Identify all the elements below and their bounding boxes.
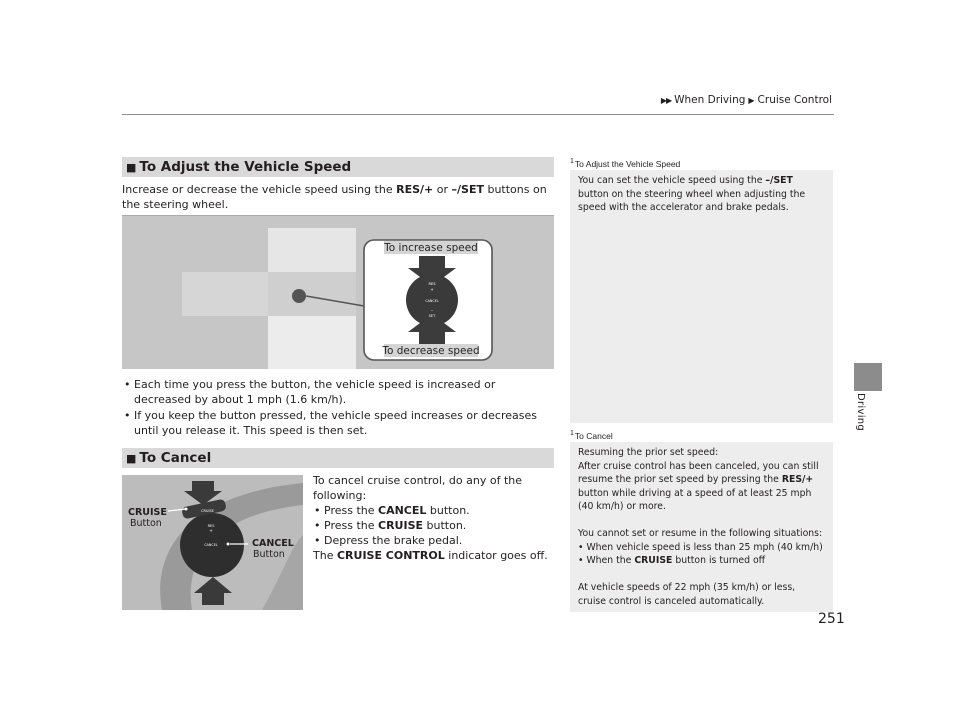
note-box-cancel	[570, 442, 833, 612]
cancel-svg	[122, 475, 303, 610]
header-rule	[122, 114, 834, 115]
adjust-speed-illustration	[122, 215, 554, 369]
res-plus-keyword: RES/+	[781, 474, 814, 485]
chapter-tab-label	[855, 393, 869, 453]
label-decrease-speed: To decrease speed	[382, 345, 480, 357]
list-item: • If you keep the button pressed, the vehicle speed increases or decreases until you release it. This speed is then set.	[122, 408, 554, 438]
cancel-button-callout: CANCEL	[252, 538, 294, 549]
minus-set-keyword: –/SET	[451, 183, 484, 196]
cancel-illustration	[122, 475, 303, 610]
breadcrumb-item-when-driving[interactable]: When Driving	[674, 94, 746, 106]
adjust-speed-svg	[122, 216, 554, 369]
breadcrumb-arrows-icon: ▶▶	[660, 96, 672, 105]
list-item: • Press the CANCEL button.	[313, 503, 553, 518]
knob-set-label: SET	[428, 314, 436, 318]
breadcrumb-separator-icon: ▶	[748, 96, 755, 105]
label-increase-speed: To increase speed	[384, 242, 478, 254]
cruise-keyword: CRUISE	[378, 519, 424, 532]
section-title: To Cancel	[139, 450, 212, 466]
cancel-keyword: CANCEL	[378, 504, 427, 517]
adjust-speed-bullets	[122, 377, 554, 439]
chapter-tab-text: Driving	[855, 393, 866, 432]
note-heading-adjust-speed: $^1$To Adjust the Vehicle Speed	[570, 158, 833, 169]
list-item: • Depress the brake pedal.	[313, 533, 553, 548]
res-plus-keyword: RES/+	[396, 183, 434, 196]
knob-plus-label: +	[430, 287, 434, 292]
list-item: • When vehicle speed is less than 25 mph (40 km/h)	[578, 541, 823, 553]
chapter-tab-marker	[854, 363, 882, 391]
list-item: • Each time you press the button, the vehicle speed is increased or decreased by about 1 mph (1.6 km/h).	[122, 377, 554, 407]
knob-plus-label: +	[209, 528, 213, 533]
cruise-control-keyword: CRUISE CONTROL	[336, 549, 445, 562]
cancel-instructions	[313, 473, 553, 563]
section-heading-adjust-speed	[122, 157, 554, 177]
cancel-intro: To cancel cruise control, do any of the following:	[313, 474, 522, 502]
note-box-adjust-speed	[570, 170, 833, 423]
note-reference-icon: 1	[570, 158, 574, 165]
section-title: To Adjust the Vehicle Speed	[139, 159, 352, 175]
section-square-icon: ■	[126, 451, 137, 465]
minus-set-keyword: –/SET	[765, 175, 793, 186]
list-item: • When the CRUISE button is turned off	[578, 555, 766, 566]
cancel-outro: The CRUISE CONTROL indicator goes off.	[313, 549, 548, 562]
adjust-speed-intro: Increase or decrease the vehicle speed using the RES/+ or –/SET buttons on the steering wheel.	[122, 183, 547, 211]
knob-cruise-label: CRUISE	[201, 509, 214, 513]
note-text: You can set the vehicle speed using the –/SET button on the steering wheel when adjusting the speed with the accelerator and brake pedals.	[578, 175, 806, 213]
note-text: Resuming the prior set speed: After cruise control has been canceled, you can still resume the prior set speed by pressing the RES/+ button while driving at a speed of at least 25 mph (40 km/h) or more. You cannot set or resume in the following situations: • When vehicle speed is less than 25 mph (40 km/h) • When the CRUISE button is turned off At vehicle speeds of 22 mph (35 km/h) or less, cruise control is canceled automatically.	[578, 446, 825, 608]
button-location-dot	[292, 289, 306, 303]
breadcrumb-item-cruise-control[interactable]: Cruise Control	[757, 94, 832, 106]
cruise-keyword: CRUISE	[634, 555, 673, 566]
knob-minus-label: –	[431, 308, 433, 313]
knob-cancel-label: CANCEL	[425, 299, 439, 303]
note-reference-icon: 1	[570, 430, 574, 437]
list-item: • Press the CRUISE button.	[313, 518, 553, 533]
knob-cancel-label: CANCEL	[204, 543, 218, 547]
page-number: 251	[818, 611, 845, 627]
note-heading-cancel: $^1$To Cancel	[570, 430, 833, 441]
breadcrumb	[661, 94, 832, 106]
knob-res-label: RES	[428, 282, 436, 286]
section-square-icon: ■	[126, 160, 137, 174]
knob-res-label: RES	[207, 524, 215, 528]
cruise-button-callout-sub: Button	[130, 518, 162, 529]
section-heading-cancel	[122, 448, 554, 468]
cruise-button-callout: CRUISE	[128, 507, 167, 518]
cancel-button-callout-sub: Button	[253, 549, 285, 560]
